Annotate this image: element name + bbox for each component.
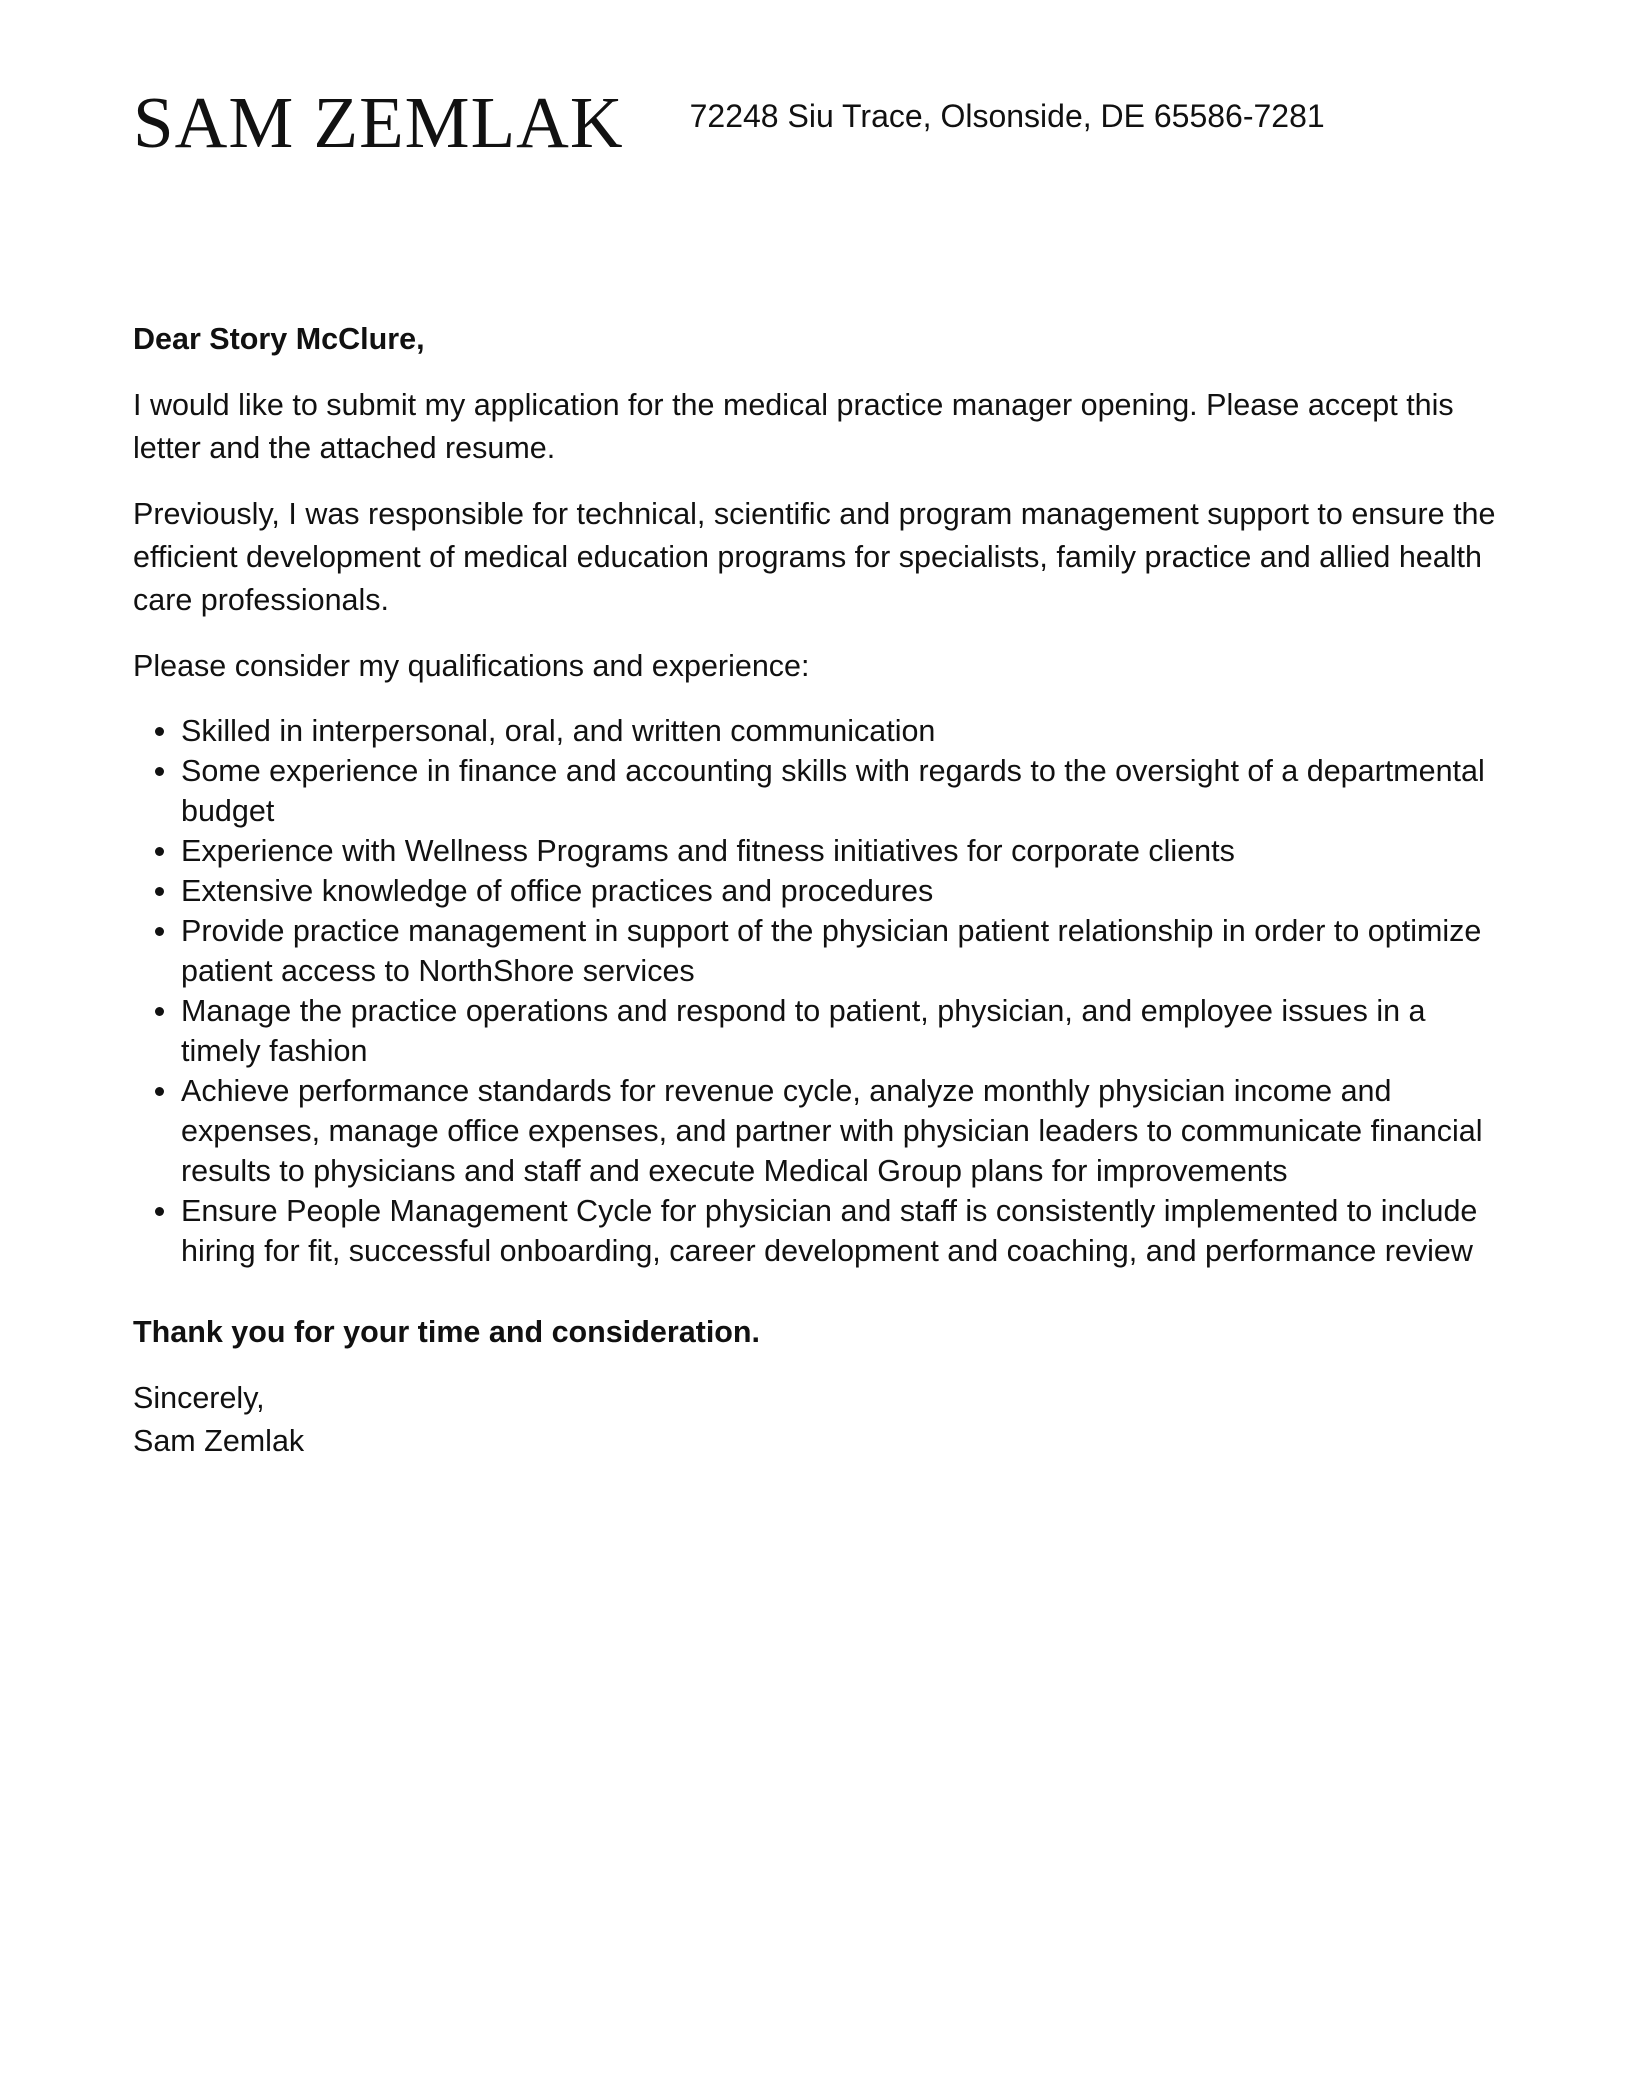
applicant-name: SAM ZEMLAK xyxy=(133,82,624,163)
qualifications-list xyxy=(133,711,1503,1271)
list-item: Some experience in finance and accounting skills with regards to the oversight of a departmental budget xyxy=(133,751,1503,831)
list-item: Skilled in interpersonal, oral, and written communication xyxy=(133,711,1503,751)
salutation: Dear Story McClure, xyxy=(133,322,425,356)
list-item: Provide practice management in support of the physician patient relationship in order to optimize patient access to NorthShore services xyxy=(133,911,1503,991)
intro-paragraph: I would like to submit my application for the medical practice manager opening. Please accept this letter and the attached resume. xyxy=(133,388,1454,465)
list-item: Achieve performance standards for revenue cycle, analyze monthly physician income and expenses, manage office expenses, and partner with physician leaders to communicate financial results to physicians and staff and execute Medical Group plans for improvements xyxy=(133,1071,1503,1191)
list-item: Manage the practice operations and respond to patient, physician, and employee issues in a timely fashion xyxy=(133,991,1503,1071)
list-item: Experience with Wellness Programs and fitness initiatives for corporate clients xyxy=(133,831,1503,871)
closing-block xyxy=(133,1377,1503,1463)
letter-header xyxy=(133,82,1325,163)
letter-body xyxy=(133,318,1503,1463)
thank-you-line: Thank you for your time and consideration. xyxy=(133,1315,761,1349)
list-item: Extensive knowledge of office practices and procedures xyxy=(133,871,1503,911)
signature-name: Sam Zemlak xyxy=(133,1424,305,1458)
qualifications-intro: Please consider my qualifications and experience: xyxy=(133,649,810,683)
applicant-address: 72248 Siu Trace, Olsonside, DE 65586-7281 xyxy=(689,98,1325,134)
list-item: Ensure People Management Cycle for physician and staff is consistently implemented to include hiring for fit, successful onboarding, career development and coaching, and performance review xyxy=(133,1191,1503,1271)
closing-phrase: Sincerely, xyxy=(133,1381,265,1415)
experience-paragraph: Previously, I was responsible for technical, scientific and program management support to ensure the efficient development of medical education programs for specialists, family practice and allied health care professionals. xyxy=(133,497,1496,617)
